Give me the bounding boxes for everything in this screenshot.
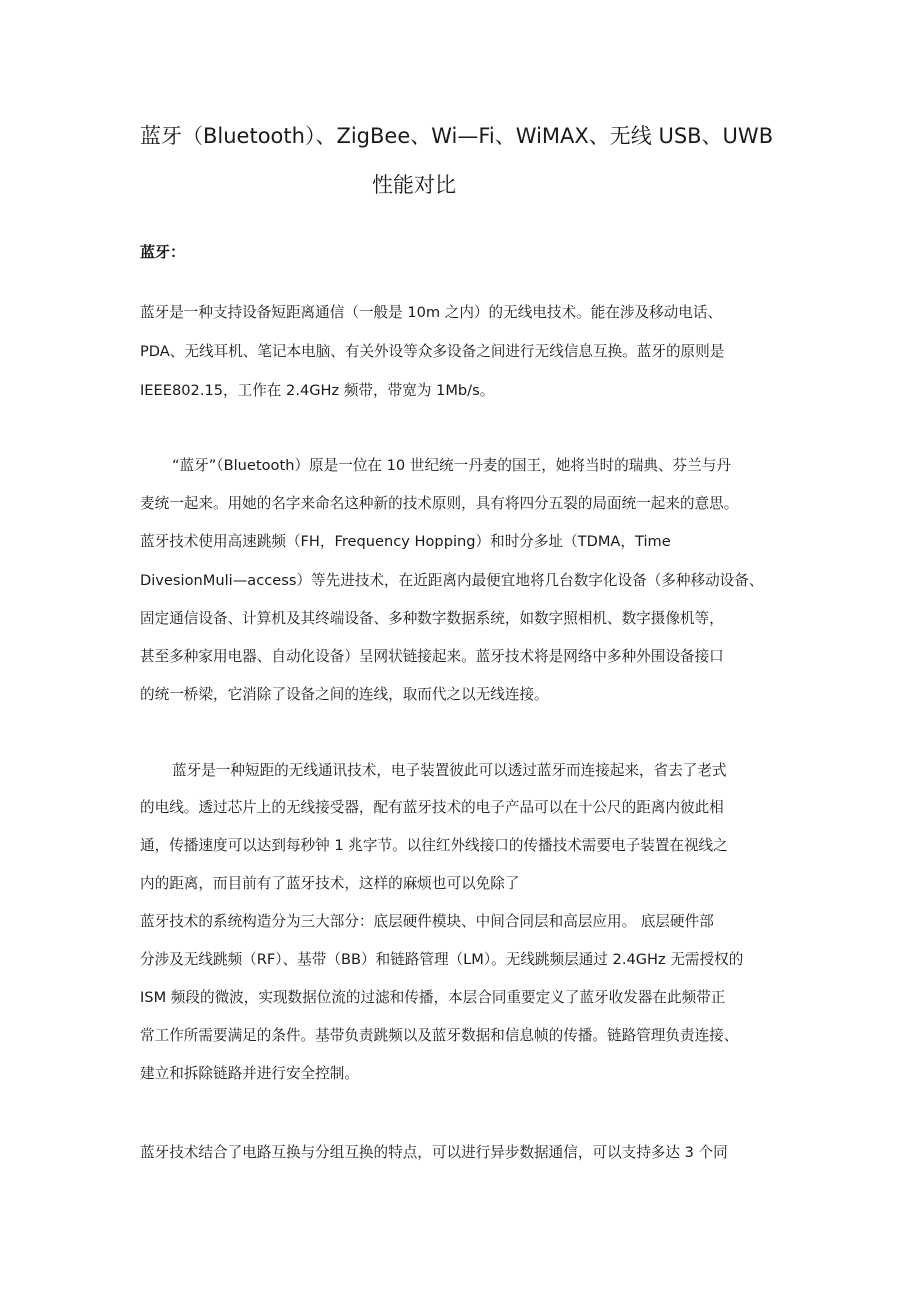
paragraph-line: 麦统一起来。用她的名字来命名这种新的技术原则，具有将四分五裂的局面统一起来的意思。 bbox=[140, 495, 739, 512]
paragraph-line: 甚至多种家用电器、自动化设备）呈网状链接起来。蓝牙技术将是网络中多种外围设备接口 bbox=[140, 648, 724, 665]
document-title-line1: 蓝牙（Bluetooth）、ZigBee、Wi—Fi、WiMAX、无线 USB、UWB bbox=[140, 124, 774, 148]
paragraph-line: 内的距离，而目前有了蓝牙技术，这样的麻烦也可以免除了 bbox=[140, 875, 520, 892]
paragraph-line: 蓝牙技术结合了电路互换与分组互换的特点，可以进行异步数据通信，可以支持多达 3 个同 bbox=[140, 1144, 728, 1161]
paragraph-line: DivesionMuli—access）等先进技术，在近距离内最便宜地将几台数字化设备（多种移动设备、 bbox=[140, 572, 764, 589]
paragraph-line: 固定通信设备、计算机及其终端设备、多种数字数据系统，如数字照相机、数字摄像机等， bbox=[140, 610, 724, 627]
paragraph-line: 的统一桥梁，它消除了设备之间的连线，取而代之以无线连接。 bbox=[140, 686, 549, 703]
document-title-line2: 性能对比 bbox=[372, 173, 456, 197]
paragraph-line: 分涉及无线跳频（RF）、基带（BB）和链路管理（LM）。无线跳频层通过 2.4GHz 无需授权的 bbox=[140, 951, 744, 968]
paragraph-line: 蓝牙技术的系统构造分为三大部分：底层硬件模块、中间合同层和高层应用。 底层硬件部 bbox=[140, 913, 714, 930]
paragraph-line: “蓝牙”（Bluetooth）原是一位在 10 世纪统一丹麦的国王，她将当时的瑞典、芬兰与丹 bbox=[172, 457, 731, 474]
paragraph-line: 的电线。透过芯片上的无线接受器，配有蓝牙技术的电子产品可以在十公尺的距离内彼此相 bbox=[140, 799, 724, 816]
paragraph-line: PDA、无线耳机、笔记本电脑、有关外设等众多设备之间进行无线信息互换。蓝牙的原则是 bbox=[140, 343, 725, 360]
paragraph-line: ISM 频段的微波，实现数据位流的过滤和传播，本层合同重要定义了蓝牙收发器在此频带正 bbox=[140, 989, 726, 1006]
paragraph-line: 常工作所需要满足的条件。基带负责跳频以及蓝牙数据和信息帧的传播。链路管理负责连接、 bbox=[140, 1027, 739, 1044]
paragraph-line: 蓝牙技术使用高速跳频（FH，Frequency Hopping）和时分多址（TDMA，Time bbox=[140, 533, 671, 550]
paragraph-line: 建立和拆除链路并进行安全控制。 bbox=[140, 1065, 359, 1082]
paragraph-line: IEEE802.15，工作在 2.4GHz 频带，带宽为 1Mb/s。 bbox=[140, 382, 495, 399]
paragraph-line: 蓝牙是一种支持设备短距离通信（一般是 10m 之内）的无线电技术。能在涉及移动电话、 bbox=[140, 304, 723, 321]
paragraph-line: 蓝牙是一种短距的无线通讯技术，电子装置彼此可以透过蓝牙而连接起来，省去了老式 bbox=[172, 762, 727, 779]
section-heading: 蓝牙： bbox=[140, 243, 186, 261]
paragraph-line: 通，传播速度可以达到每秒钟 1 兆字节。以往红外线接口的传播技术需要电子装置在视线之 bbox=[140, 837, 728, 854]
